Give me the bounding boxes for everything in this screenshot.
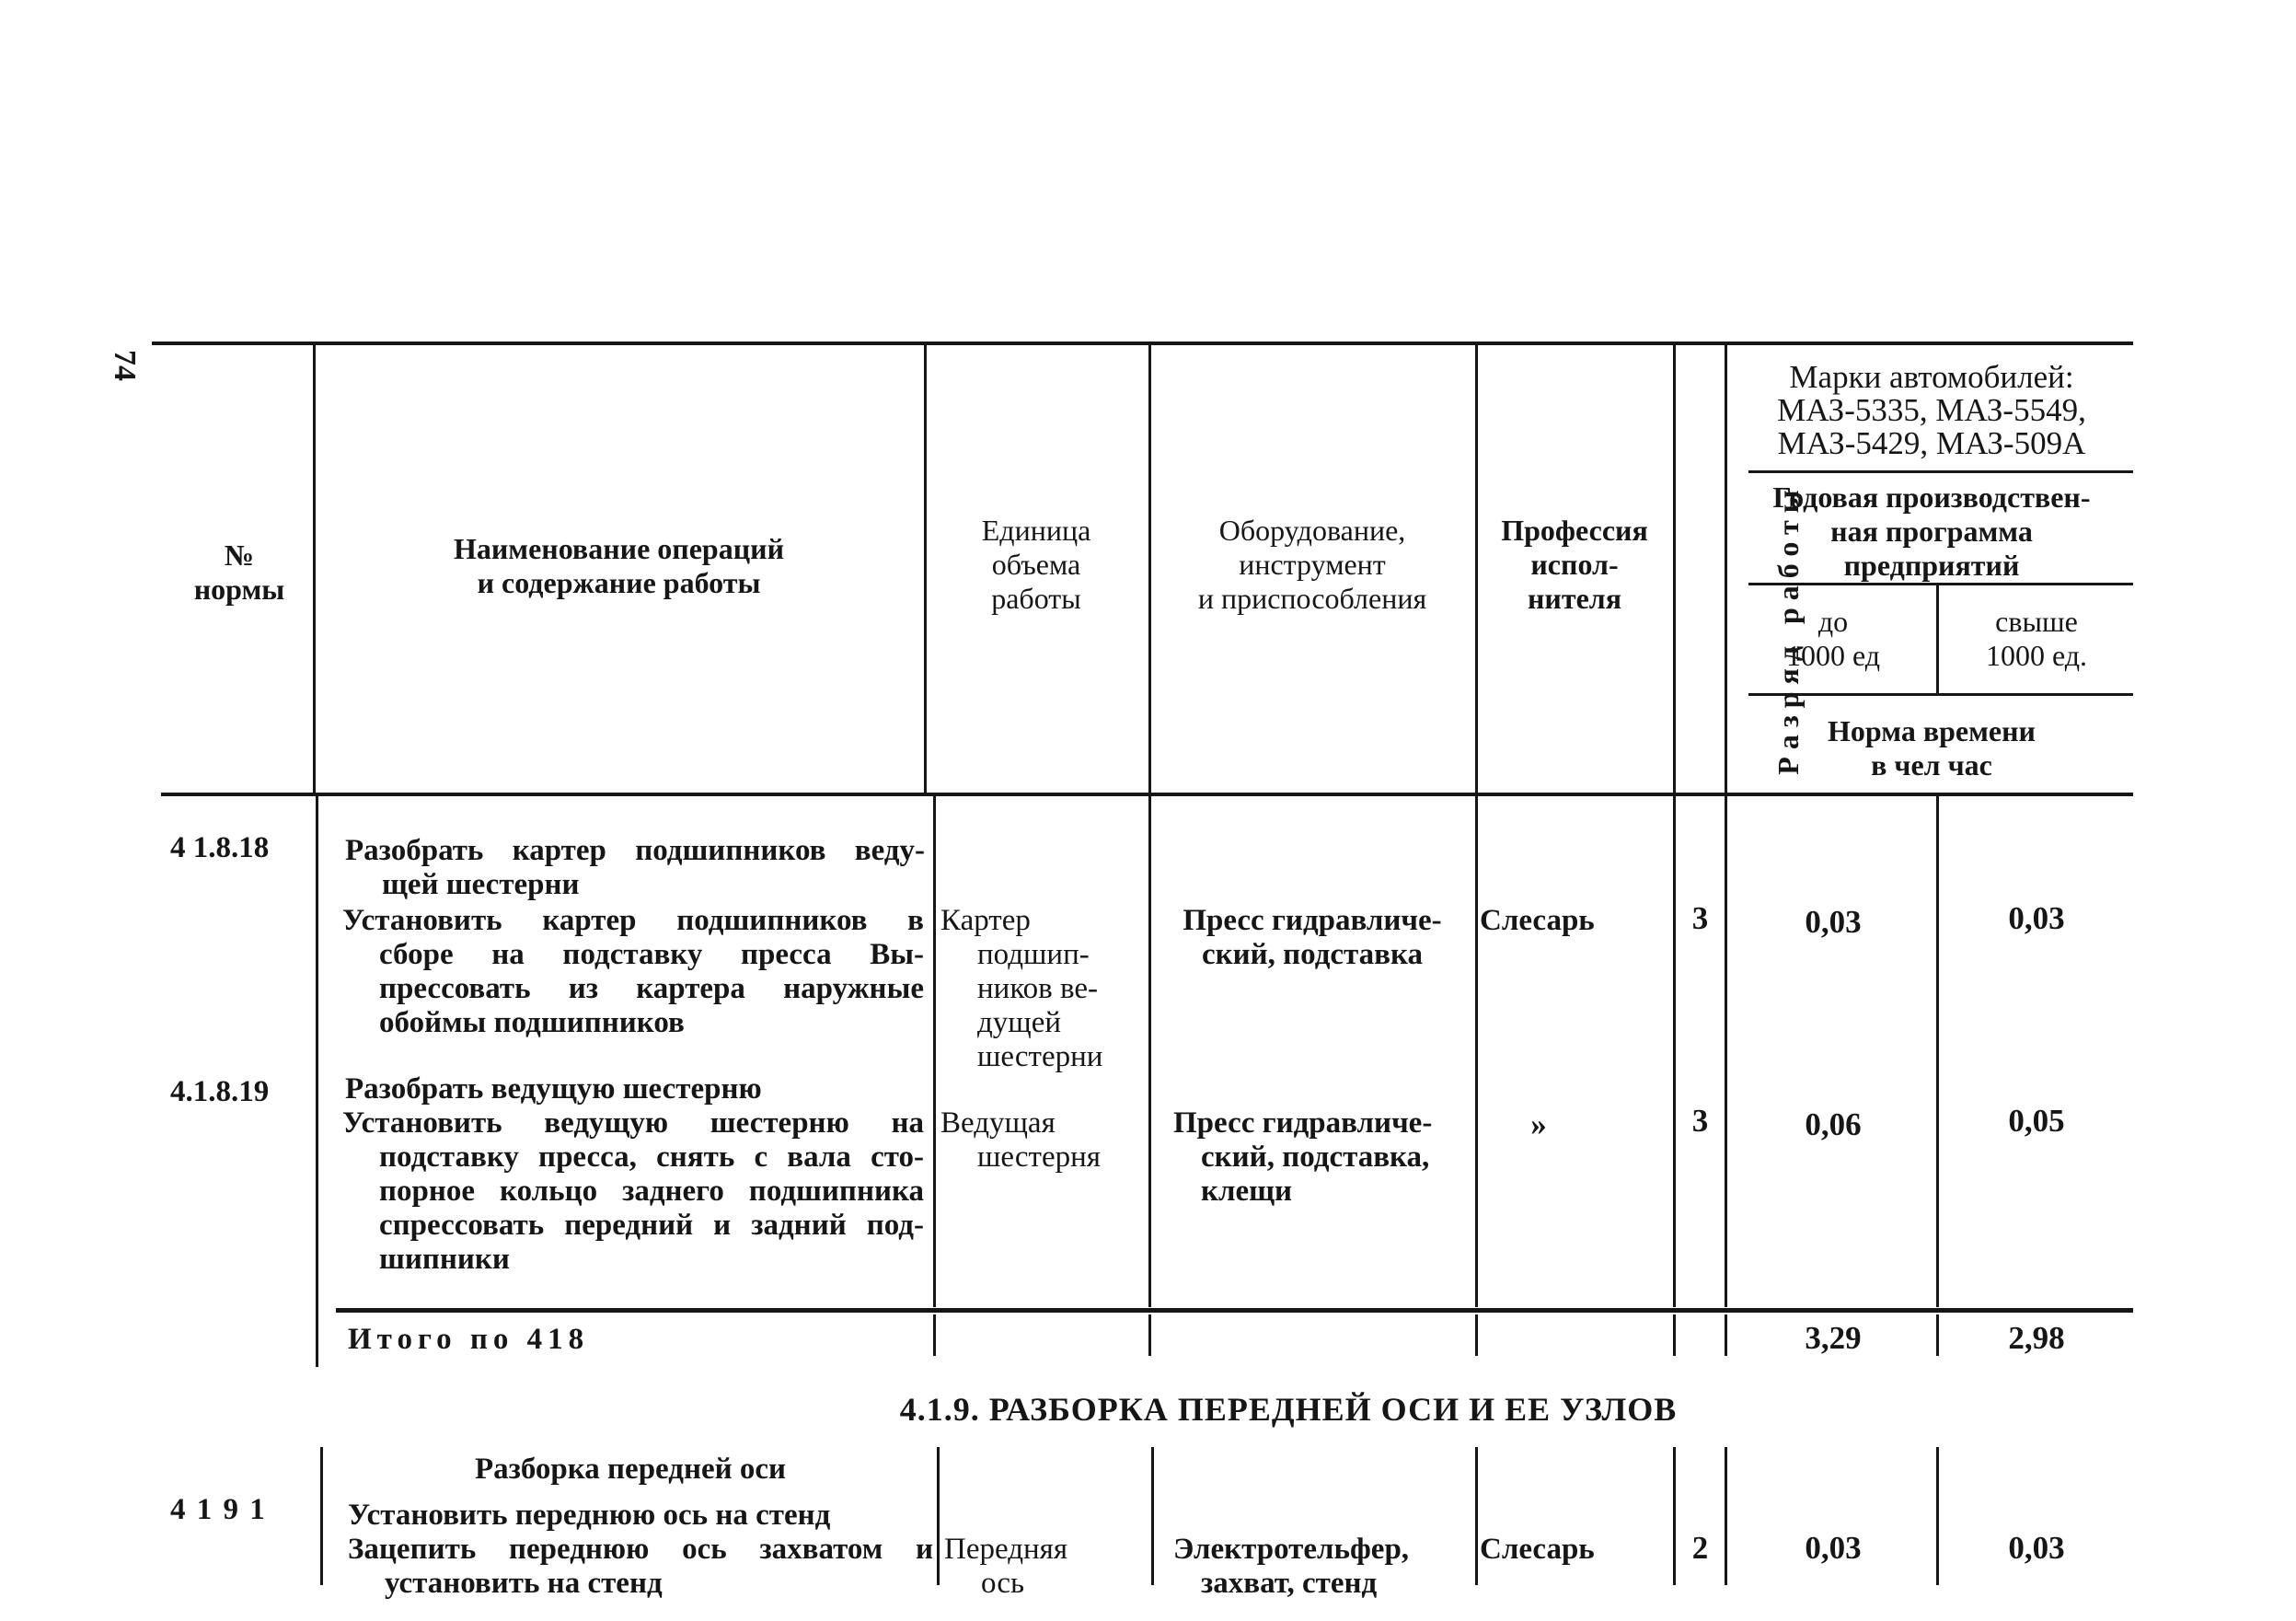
col-divider xyxy=(1936,585,1939,694)
table-row-number: 4 1.8.18 xyxy=(170,831,270,864)
col-divider xyxy=(1151,1447,1154,1585)
header-operation: Наименование операций и содержание работы xyxy=(453,532,785,599)
header-time-norm: Норма времени в чел час xyxy=(1828,714,2036,782)
col-divider xyxy=(1936,1314,1939,1356)
row-norm-up-to: 0,03 xyxy=(1805,904,1862,940)
row-content: Установить картер подшипников в сборе на подставку пресса Вы- прессовать из картера наружные обоймы подшипников xyxy=(342,904,924,1039)
row-equipment: Пресс гидравличе- ский, подставка xyxy=(1183,904,1442,971)
row-profession: Слесарь xyxy=(1480,1533,1595,1566)
row-rank: 2 xyxy=(1691,1530,1709,1566)
header-brands: Марки автомобилей: МАЗ-5335, МАЗ-5549, МАЗ-5429, МАЗ-509А xyxy=(1777,359,2086,461)
header-up-to: до 1000 ед xyxy=(1785,605,1881,672)
row-equipment: Электротельфер, захват, стенд xyxy=(1173,1533,1410,1600)
col-divider xyxy=(316,796,318,1367)
total-top-rule xyxy=(336,1308,2133,1313)
row-norm-up-to: 0,03 xyxy=(1805,1530,1862,1566)
col-divider xyxy=(1725,796,1727,1307)
header-norm-no: № нормы xyxy=(193,538,285,606)
table-row-number: 4 1 9 1 xyxy=(170,1493,267,1526)
row-title: Разобрать картер подшипников веду- щей шестерни xyxy=(345,834,925,901)
row-norm-up-to: 0,06 xyxy=(1805,1106,1862,1142)
col-divider xyxy=(313,344,316,793)
row-title: Разобрать ведущую шестерню xyxy=(345,1072,762,1106)
header-over: свыше 1000 ед. xyxy=(1985,605,2088,672)
row-equipment: Пресс гидравличе- ский, подставка, клещи xyxy=(1173,1106,1433,1208)
col-divider xyxy=(1936,796,1939,1307)
row-norm-over: 0,03 xyxy=(2008,900,2065,936)
col-divider xyxy=(1725,1314,1727,1356)
col-divider xyxy=(933,796,936,1307)
total-over: 2,98 xyxy=(2008,1320,2065,1356)
page-number: 74 xyxy=(108,350,142,381)
col-divider xyxy=(1475,1314,1478,1356)
row-norm-over: 0,05 xyxy=(2008,1103,2065,1139)
col-divider xyxy=(1725,1447,1727,1585)
header-annual-program: Годовая производствен- ная программа предприятий xyxy=(1772,481,2091,582)
header-rank: Разряд работы xyxy=(1771,482,1805,775)
col-divider xyxy=(1475,1447,1478,1585)
col-divider xyxy=(1936,1447,1939,1585)
row-rank: 3 xyxy=(1691,900,1709,936)
col-divider xyxy=(1148,796,1151,1307)
header-unit: Единица объема работы xyxy=(981,514,1091,615)
table-row-number: 4.1.8.19 xyxy=(170,1075,270,1108)
table-top-rule xyxy=(152,342,2133,345)
header-equipment: Оборудование, инструмент и приспособления xyxy=(1197,514,1427,615)
row-profession: Слесарь xyxy=(1480,904,1595,937)
col-divider xyxy=(1475,344,1478,793)
col-divider xyxy=(320,1447,323,1585)
row-rank: 3 xyxy=(1691,1103,1709,1139)
row-norm-over: 0,03 xyxy=(2008,1530,2065,1566)
col-divider xyxy=(1725,344,1727,793)
total-up-to: 3,29 xyxy=(1805,1320,1862,1356)
row-unit: Передняя ось xyxy=(944,1533,1067,1600)
col-divider xyxy=(1673,344,1676,793)
header-bottom-rule xyxy=(161,793,2133,796)
col-divider xyxy=(1673,796,1676,1307)
row-content: Установить ведущую шестерню на подставку пресса, снять с вала сто- порное кольцо заднего подшипника спрессовать передний и задний под- шипники xyxy=(342,1106,924,1276)
subsection-title: Разборка передней оси xyxy=(474,1453,787,1486)
col-divider xyxy=(933,1314,936,1356)
row-unit: Картер подшип- ников ве- дущей шестерни xyxy=(940,904,1103,1073)
section-title: 4.1.9. РАЗБОРКА ПЕРЕДНЕЙ ОСИ И ЕЕ УЗЛОВ xyxy=(899,1391,1678,1428)
header-profession: Профессия испол- нителя xyxy=(1501,514,1648,615)
total-label: Итого по 418 xyxy=(348,1323,590,1356)
col-divider xyxy=(924,344,927,793)
row-unit: Ведущая шестерня xyxy=(940,1106,1101,1174)
row-profession: » xyxy=(1530,1106,1547,1142)
col-divider xyxy=(1673,1314,1676,1356)
col-divider xyxy=(1148,1314,1151,1356)
col-divider xyxy=(1148,344,1151,793)
col-divider xyxy=(937,1447,940,1585)
col-divider xyxy=(1475,796,1478,1307)
row-content: Установить переднюю ось на стенд Зацепить переднюю ось захватом и установить на стенд xyxy=(348,1499,933,1600)
